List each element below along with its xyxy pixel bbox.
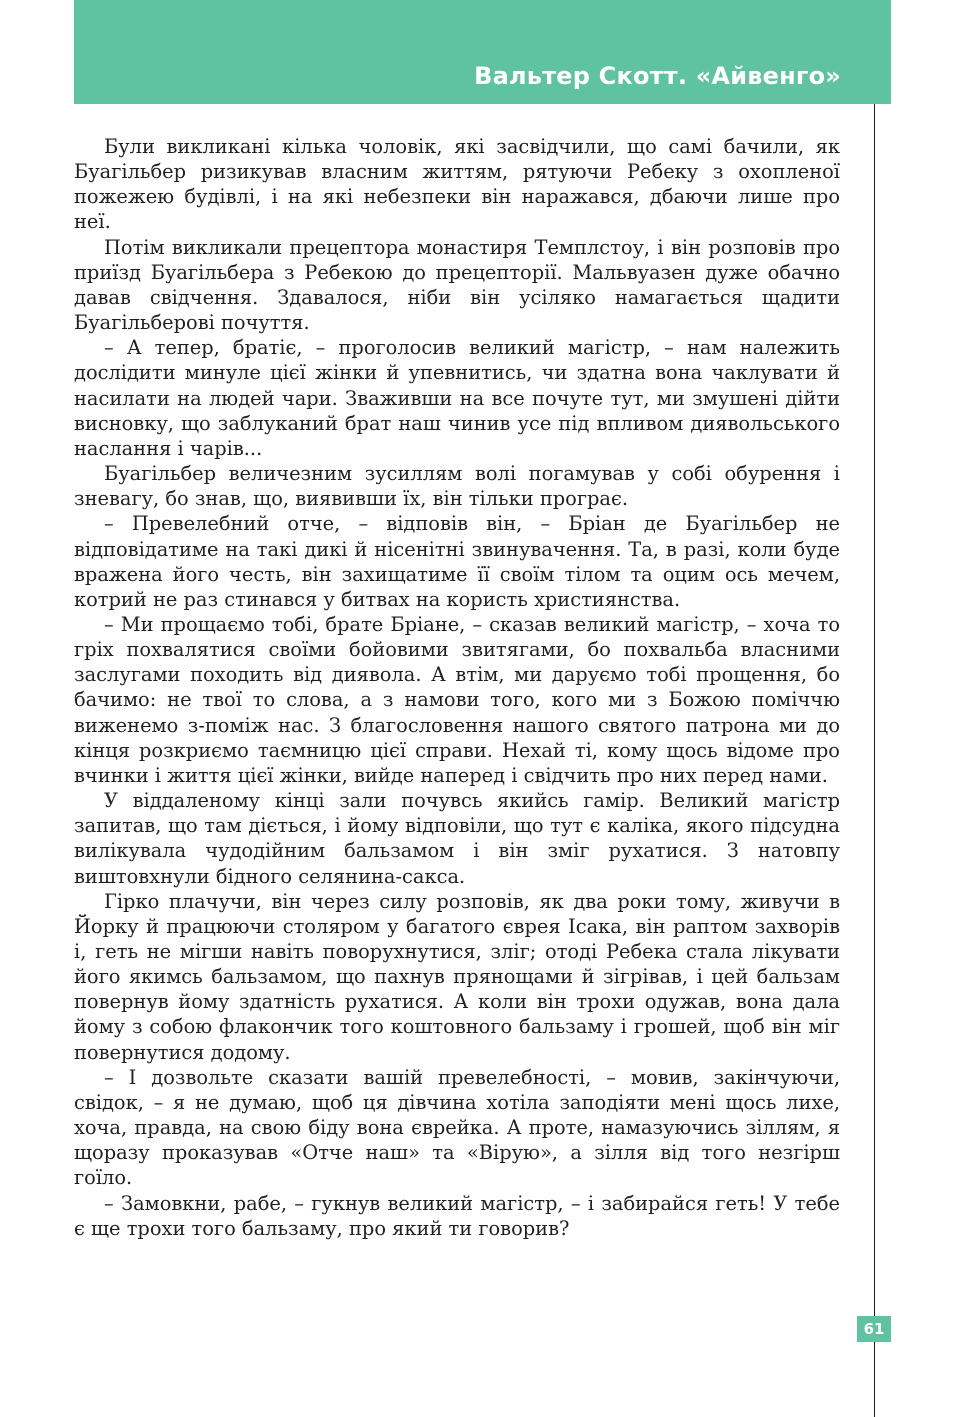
paragraph: У віддаленому кінці зали почувсь якийсь гамір. Великий магістр запитав, що там діється, і йому відповіли, що тут є каліка, якого підсудна вилікувала чудодійним бальзамом і він зміг рухатися. З натовпу виштовхнули бідного селянина-сакса. [74, 789, 840, 888]
body-text [74, 134, 840, 1241]
chapter-header [74, 0, 891, 104]
paragraph: – Замовкни, рабе, – гукнув великий магістр, – і забирайся геть! У тебе є ще трохи того бальзаму, про який ти говорив? [74, 1191, 840, 1240]
paragraph: Буагільбер величезним зусиллям волі погамував у собі обурення і зневагу, бо знав, що, виявивши їх, він тільки програє. [74, 462, 840, 511]
paragraph: – І дозвольте сказати вашій превелебності, – мовив, закінчуючи, свідок, – я не думаю, щоб ця дівчина хотіла заподіяти мені щось лихе, хоча, правда, на свою біду вона єврейка. А проте, намазуючись зіллям, я щоразу проказував «Отче наш» та «Вірую», а зілля від того незгірш гоїло. [74, 1065, 840, 1190]
paragraph: Гірко плачучи, він через силу розповів, як два роки тому, живучи в Йорку й працюючи столяром у багатого єврея Ісака, він раптом захворів і, геть не мігши навіть поворухнутися, зліг; отоді Ребека стала лікувати його якимсь бальзамом, що пахнув прянощами й зігрівав, і цей бальзам повернув йому здатність рухатися. А коли він трохи одужав, вона дала йому з собою флакончик того коштовного бальзаму і грошей, щоб він міг повернутися додому. [74, 889, 840, 1064]
paragraph: – Превелебний отче, – відповів він, – Бріан де Буагільбер не відповідатиме на такі дикі й нісенітні звинувачення. Та, в разі, коли буде вражена його честь, він захищатиме її своїм тілом та оцим ось мечем, котрий не раз стинався у битвах на користь християнства. [74, 512, 840, 611]
paragraph: – Ми прощаємо тобі, брате Бріане, – сказав великий магістр, – хоча то гріх похвалятися своїми бойовими звитягами, бо похвальба власними заслугами походить від диявола. А втім, ми даруємо тобі прощення, бо бачимо: не твої то слова, а з намови того, кого ми з Божою поміччю виженемо з-поміж нас. З благословення нашого святого патрона ми до кінця розкриємо таємницю цієї справи. Нехай ті, кому щось відоме про вчинки і життя цієї жінки, вийде наперед і свідчить про них перед нами. [74, 612, 840, 787]
paragraph: Потім викликали прецептора монастиря Темплстоу, і він розповів про приїзд Буагільбера з Ребекою до прецепторії. Мальвуазен дуже обачно давав свідчення. Здавалося, ніби він усіляко намагається щадити Буагільберові почуття. [74, 235, 840, 335]
paragraph: Були викликані кілька чоловік, які засвідчили, що самі бачили, як Буагільбер ризикував власним життям, рятуючи Ребеку з охопленої пожежею будівлі, і на які небезпеки він наражався, дбаючи лише про неї. [74, 135, 840, 234]
running-title: Вальтер Скотт. «Айвенго» [474, 62, 841, 90]
page-number: 61 [857, 1316, 891, 1342]
margin-rule [874, 104, 875, 1417]
paragraph: – А тепер, братіє, – проголосив великий магістр, – нам належить дослідити минуле цієї жінки й упевнитись, чи здатна вона чаклувати й насилати на людей чари. Зваживши на все почуте тут, ми змушені дійти висновку, що заблуканий брат наш чинив усе під впливом диявольського наслання і чарів... [74, 336, 840, 460]
